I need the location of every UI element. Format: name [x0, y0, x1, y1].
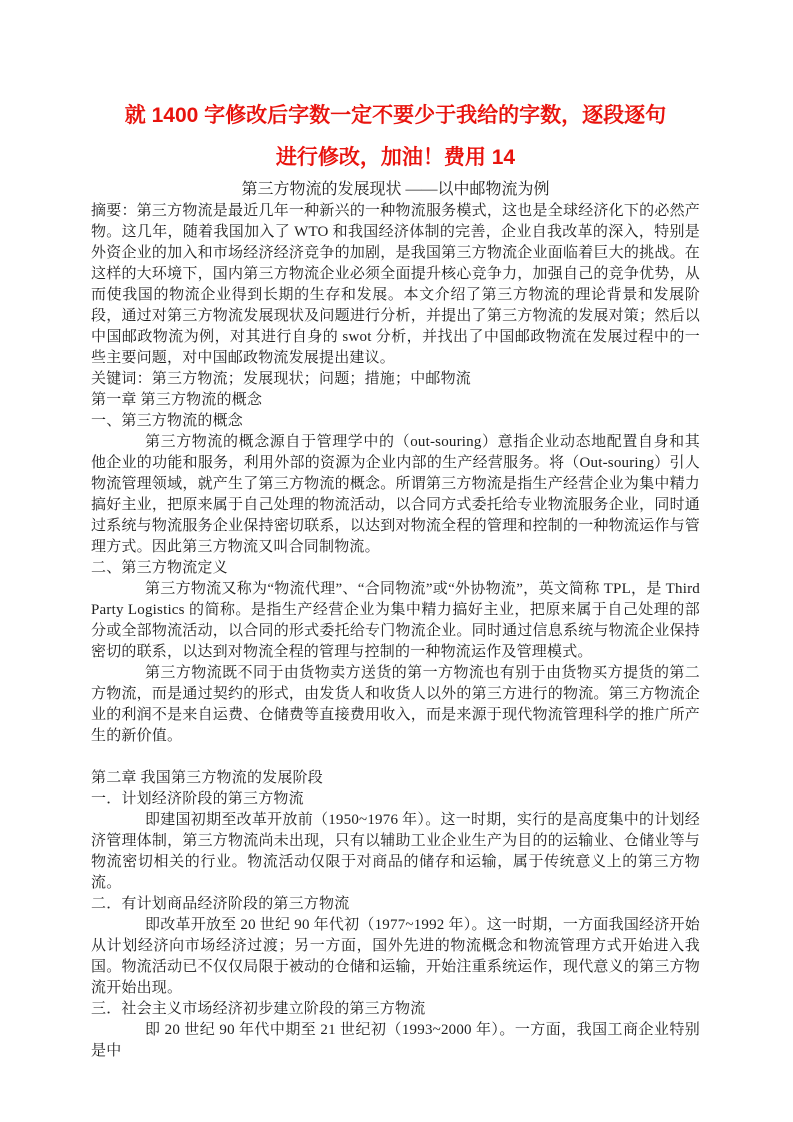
- keywords-line: 关键词：第三方物流；发展现状；问题；措施；中邮物流: [91, 371, 472, 387]
- chapter1-section1-body: 第三方物流的概念源自于管理学中的（out-souring）意指企业动态地配置自身和其他企业的功能和服务，利用外部的资源为企业内部的生产经营服务。将（Out-souring）引人物流管理领域，就产生了第三方物流的概念。所谓第三方物流是指生产经营企业为集中精力搞好主业，把原来属于自己处理的物流活动，以合同方式委托给专业物流服务企业，同时通过系统与物流服务企业保持密切联系，以达到对物流全程的管理和控制的一种物流运作与管理方式。因此第三方物流又叫合同制物流。: [91, 434, 700, 555]
- chapter1-section2-heading: 二、第三方物流定义: [91, 560, 228, 576]
- chapter1-section2-body-1: 第三方物流又称为“物流代理”、“合同物流”或“外协物流”，英文简称 TPL，是 Third Party Logistics 的简称。是指生产经营企业为集中精力搞好主业，把原来属于自己处理的部分或全部物流活动，以合同的形式委托给专门物流企业。同时通过信息系统与物流企业保持密切的联系，以达到对物流全程的管理与控制的一种物流运作及管理模式。: [91, 581, 700, 660]
- abstract-paragraph: 摘要：第三方物流是最近几年一种新兴的一种物流服务模式，这也是全球经济化下的必然产物。这几年，随着我国加入了 WTO 和我国经济体制的完善，企业自我改革的深入，特别是外资企业的加入和市场经济经济竞争的加剧，是我国第三方物流企业面临着巨大的挑战。在这样的大环境下，国内第三方物流企业必须全面提升核心竞争力，加强自己的竞争优势，从而使我国的物流企业得到长期的生存和发展。本文介绍了第三方物流的理论背景和发展阶段，通过对第三方物流发展现状及问题进行分析，并提出了第三方物流的发展对策；然后以中国邮政物流为例，对其进行自身的 swot 分析，并找出了中国邮政物流在发展过程中的一些主要问题，对中国邮政物流发展提出建议。: [91, 203, 700, 366]
- chapter2-section3-heading: 三．社会主义市场经济初步建立阶段的第三方物流: [91, 1001, 426, 1017]
- chapter2-section2-heading: 二．有计划商品经济阶段的第三方物流: [91, 896, 350, 912]
- chapter1-section1-heading: 一、第三方物流的概念: [91, 413, 244, 429]
- notice-banner: [91, 95, 700, 179]
- chapter2-section1-heading: 一．计划经济阶段的第三方物流: [91, 791, 304, 807]
- notice-line-1: 就 1400 字修改后字数一定不要少于我给的字数，逐段逐句: [124, 104, 667, 127]
- chapter1-heading: 第一章 第三方物流的概念: [91, 392, 263, 408]
- chapter2-section2-body: 即改革开放至 20 世纪 90 年代初（1977~1992 年）。这一时期，一方面我国经济开始从计划经济向市场经济过渡；另一方面，国外先进的物流概念和物流管理方式开始进入我国。物流活动已不仅仅局限于被动的仓储和运输，开始注重系统运作，现代意义的第三方物流开始出现。: [91, 917, 700, 996]
- chapter2-section1-body: 即建国初期至改革开放前（1950~1976 年）。这一时期，实行的是高度集中的计划经济管理体制，第三方物流尚未出现，只有以辅助工业企业生产为目的的运输业、仓储业等与物流密切相关的行业。物流活动仅限于对商品的储存和运输，属于传统意义上的第三方物流。: [91, 812, 700, 891]
- chapter2-section3-body: 即 20 世纪 90 年代中期至 21 世纪初（1993~2000 年）。一方面，我国工商企业特别是中: [91, 1022, 700, 1059]
- page-title: 第三方物流的发展现状 ——以中邮物流为例: [241, 181, 550, 198]
- chapter2-heading: 第二章 我国第三方物流的发展阶段: [91, 770, 323, 786]
- chapter1-section2-body-2: 第三方物流既不同于由货物卖方送货的第一方物流也有别于由货物买方提货的第二方物流，而是通过契约的形式，由发货人和收货人以外的第三方进行的物流。第三方物流企业的利润不是来自运费、仓储费等直接费用收入，而是来源于现代物流管理科学的推广所产生的新价值。: [91, 665, 700, 744]
- notice-line-2: 进行修改，加油！费用 14: [275, 146, 516, 169]
